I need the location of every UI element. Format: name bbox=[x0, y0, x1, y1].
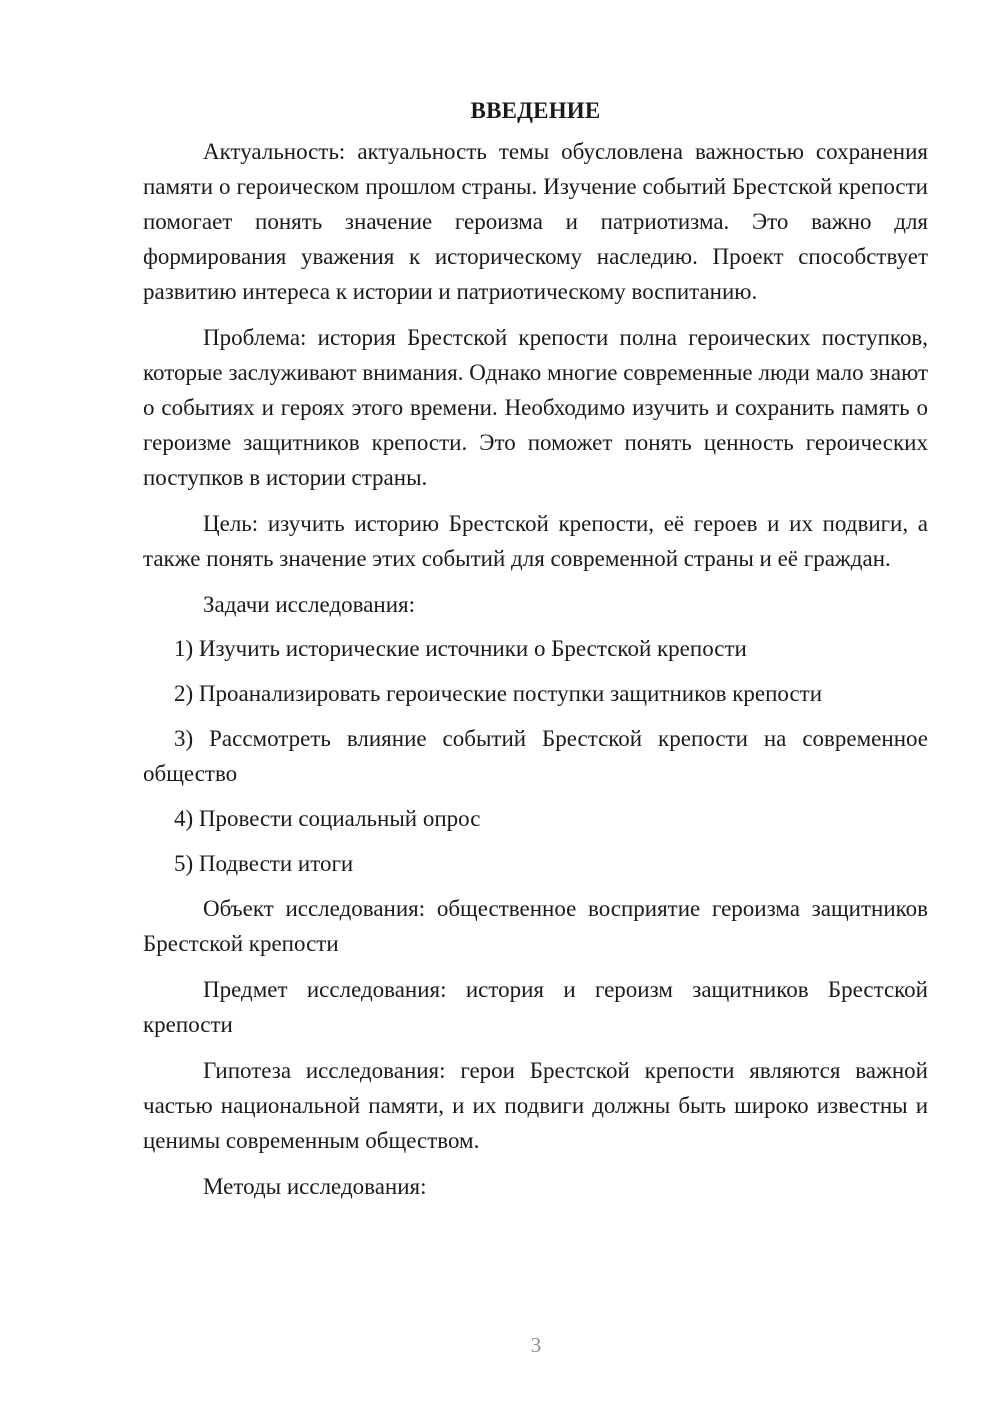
goal-paragraph: Цель: изучить историю Брестской крепости, её героев и их подвиги, а также понять значение этих событий для современной страны и её граждан. bbox=[143, 511, 928, 571]
page-content bbox=[143, 93, 928, 1215]
relevance-paragraph: Актуальность: актуальность темы обусловлена важностью сохранения памяти о героическом прошлом страны. Изучение событий Брестской крепости помогает понять значение героизма и патриотизма. Это важно для формирования уважения к историческому наследию. Проект способствует развитию интереса к истории и патриотическому воспитанию. bbox=[143, 139, 928, 304]
task-item-4: 4) Провести социальный опрос bbox=[174, 806, 481, 831]
tasks-heading: Задачи исследования: bbox=[203, 592, 416, 617]
task-item-5: 5) Подвести итоги bbox=[174, 851, 354, 876]
task-item-3: 3) Рассмотреть влияние событий Брестской крепости на современное общество bbox=[143, 726, 928, 786]
page-title: ВВЕДЕНИЕ bbox=[470, 98, 601, 123]
task-item-1: 1) Изучить исторические источники о Брестской крепости bbox=[174, 636, 747, 661]
subject-paragraph: Предмет исследования: история и героизм защитников Брестской крепости bbox=[143, 977, 928, 1037]
problem-paragraph: Проблема: история Брестской крепости полна героических поступков, которые заслуживают внимания. Однако многие современные люди мало знают о событиях и героях этого времени. Необходимо изучить и сохранить память о героизме защитников крепости. Это поможет понять ценность героических поступков в истории страны. bbox=[143, 325, 928, 490]
page-number: 3 bbox=[530, 1333, 542, 1357]
hypothesis-paragraph: Гипотеза исследования: герои Брестской крепости являются важной частью национальной памяти, и их подвиги должны быть широко известны и ценимы современным обществом. bbox=[143, 1058, 928, 1153]
methods-heading: Методы исследования: bbox=[203, 1174, 427, 1199]
task-item-2: 2) Проанализировать героические поступки защитников крепости bbox=[174, 681, 823, 706]
object-paragraph: Объект исследования: общественное восприятие героизма защитников Брестской крепости bbox=[143, 896, 928, 956]
